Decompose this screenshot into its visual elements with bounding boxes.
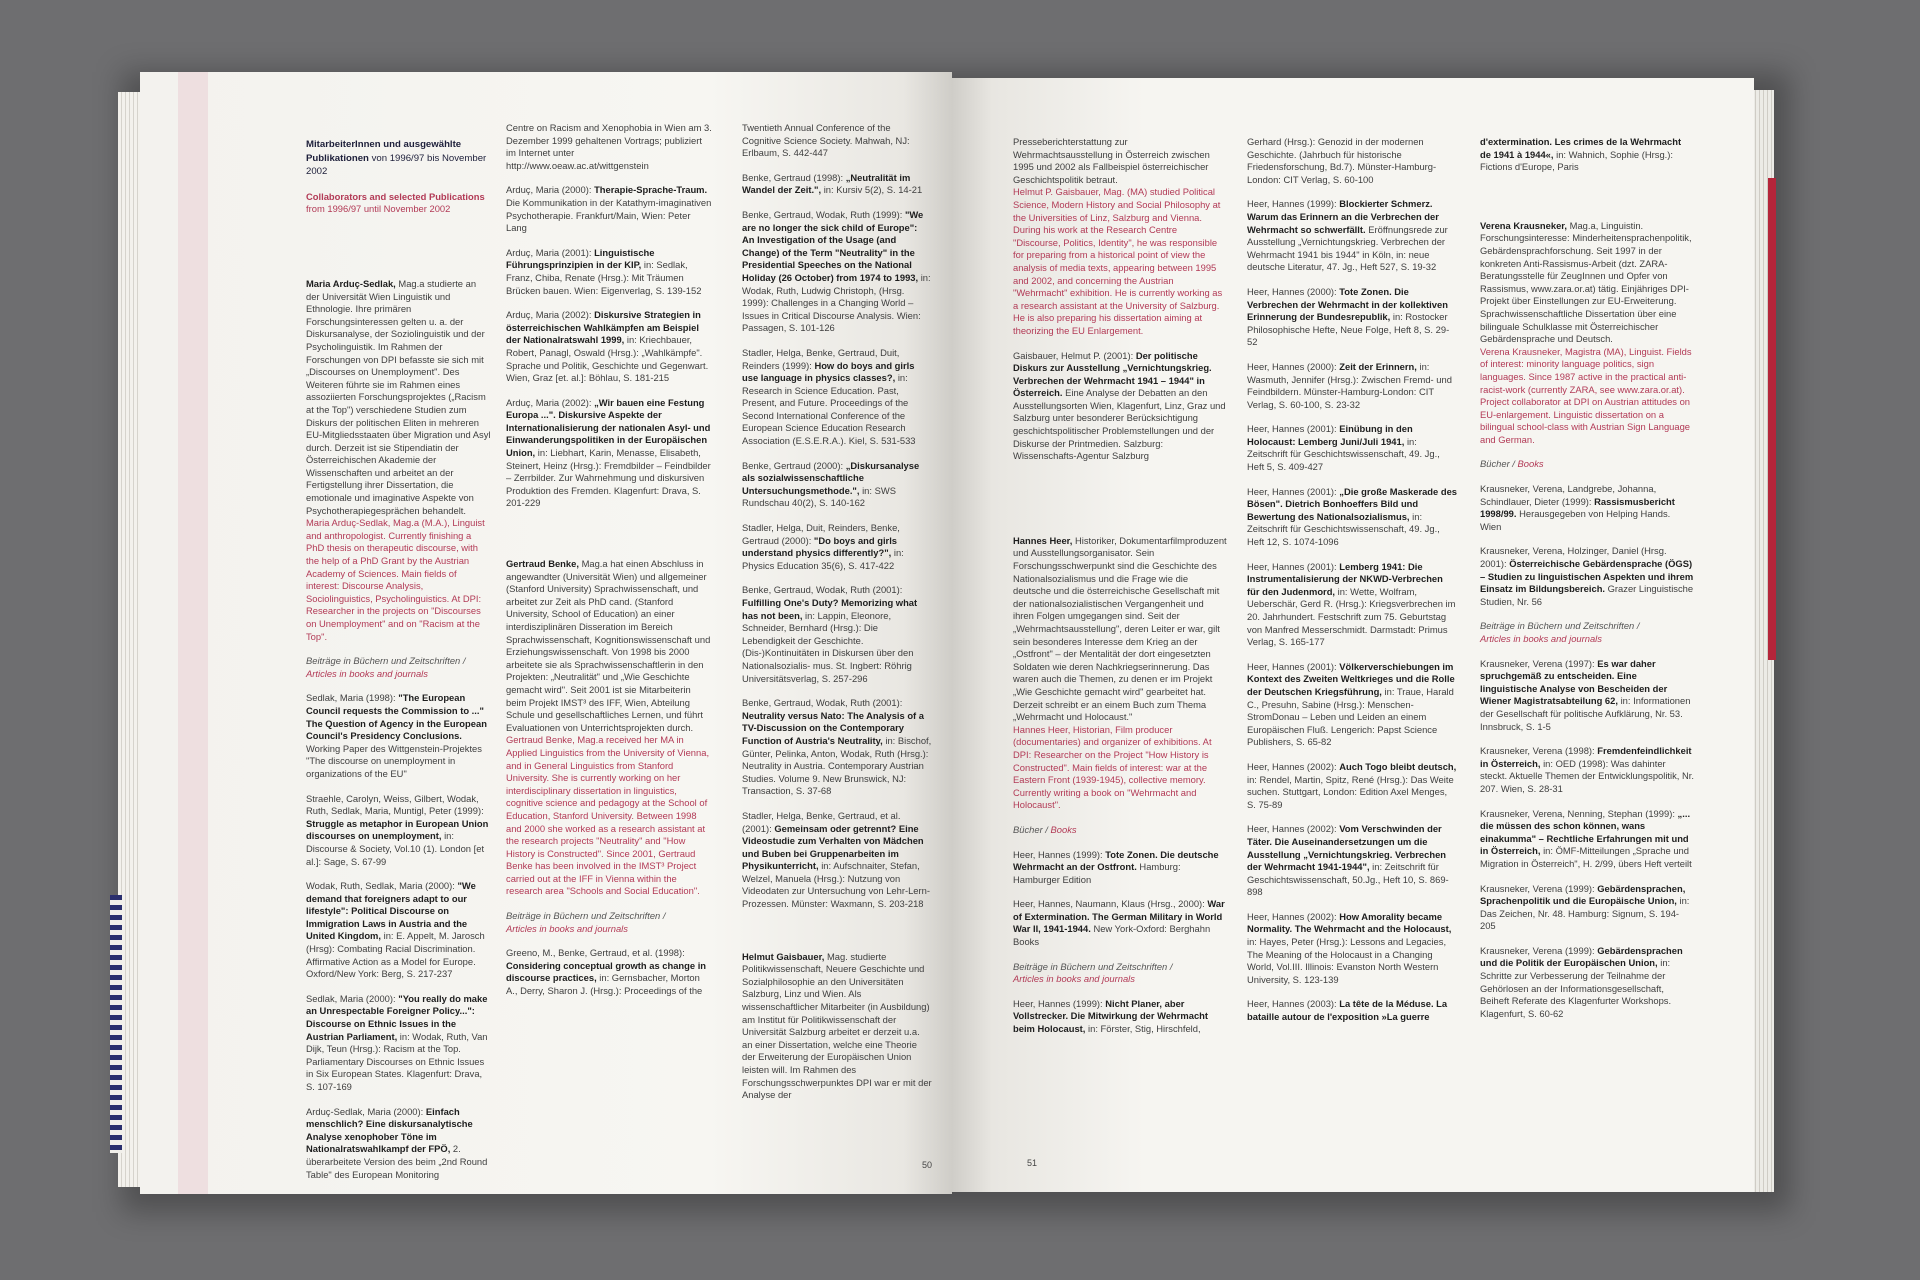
entry-title: Rassismusbericht 1998/99.	[1480, 495, 1675, 520]
list-item	[742, 810, 932, 911]
entry-title: Considering conceptual growth as change in discourse practices,	[506, 959, 707, 984]
list-item	[1247, 661, 1457, 749]
entry-source: in: Zeitschrift für Geschichtswissenschaft, 50.Jg., Heft 10, S. 869-898	[1247, 861, 1449, 898]
bio-continuation: Presseberichterstattung zur Wehrmachtsausstellung in Österreich zwischen 1995 und 2002 als Fallbeispiel österreichischer Geschichtspolitik betraut.	[1013, 136, 1210, 185]
bio-krausneker	[1480, 220, 1694, 447]
entry-source: in: E. Appelt, M. Jarosch (Hrsg): Combating Racial Discrimination. Affirmative Action as a Model for Europe. Oxford/New York: Berg, S. 217-237	[306, 930, 485, 980]
section-de: Bücher /	[1013, 823, 1048, 835]
entry-source: in: Schritte zur Verbesserung der Teilnahme der Gehörlosen an der Informationsgesellschaft, Beiheft Referate des Klagenfurter Workshops. Klagenfurt, S. 60-62	[1480, 957, 1672, 1019]
column-1	[306, 138, 492, 1193]
entry-author: Krausneker, Verena, Nenning, Stephan (1999):	[1480, 807, 1675, 819]
list-item	[742, 172, 932, 197]
entry-source: in: Aufschnaiter, Stefan, Welzel, Manuela (Hrsg.): Nutzung von Videodaten zur Untersuchung von Lehr-Lern-Prozessen. Münster: Waxmann, S. 203-218	[742, 860, 930, 910]
list-item	[1247, 286, 1457, 349]
entry-title: "You really do make an Unrespectable Foreigner Policy...": Discourse on Ethnic Issues in the Austrian Parliament,	[306, 992, 488, 1042]
entry-author: Heer, Hannes (1999):	[1013, 848, 1103, 860]
entry-source: in: Das Zeichen, Nr. 48. Hamburg: Signum, S. 194-205	[1480, 895, 1690, 932]
list-item	[306, 692, 492, 780]
entry-author: Arduç, Maria (2001):	[506, 246, 592, 258]
entry-source: Working Paper des Wittgenstein-Projektes "The discourse on unemployment in organizations of the EU"	[306, 742, 482, 779]
entry-source: in: Liebhart, Karin, Menasse, Elisabeth, Steinert, Heinz (Hrsg.): Fremdbilder – Feindbilder – Zerrbilder. Zur Wahrnehmung und diskursiven Produktion des Fremden. Klagenfurt: Drava, S. 201-229	[506, 447, 711, 509]
entry-author: Heer, Hannes (2001):	[1247, 423, 1337, 435]
bio-text: Mag.a, Linguistin. Forschungsinteresse: Minderheitensprachenpolitik, Gebärdensprachforschung. Seit 1997 in der konkreten Anti-Rassismus-Arbeit (dzt. ZARA-Beratungsstelle für ZeugInnen und Opfer von Rassismus, www.zara.or.at) tätig. Einjähriges DPI-Projekt über Einstellungen zur EU-Erweiterung. Sprachwissenschaftliche Dissertation über eine bilinguale Schulklasse mit Österreichischer Gebärdensprache und Deutsch.	[1480, 219, 1692, 345]
entry-author: Heer, Hannes (2002):	[1247, 823, 1337, 835]
entry-author: Arduç, Maria (2000):	[506, 184, 592, 196]
entry-source: in: Förster, Stig, Hirschfeld,	[1088, 1023, 1201, 1035]
bio-text-en: Verena Krausneker, Magistra (MA), Linguist. Fields of interest: minority language politics, sign languages. Since 1987 active in the practical anti-racist-work (currently ZARA, see www.zara.or.at). Project collaborator at DPI on Austrian attitudes on EU-enlargement. Linguistic dissertation on a bilingual school-class with Austrian Sign Language and German.	[1480, 345, 1692, 445]
entry-title: La tête de la Méduse. La bataille autour de l'exposition »La guerre	[1247, 998, 1448, 1023]
bio-text-en: Helmut P. Gaisbauer, Mag. (MA) studied Political Science, Modern History and Social Philosophy at the Universities of Linz, Salzburg and Vienna. During his work at the Research Centre "Discourse, Politics, Identity", he was responsible for preparing from a historical point of view the analysis of media texts, appearing between 1995 and 2002, and concerning the Austrian "Wehrmacht" exhibition. He is currently working as a research assistant at the University of Salzburg. He is also preparing his dissertation aiming at theorizing the EU Enlargement.	[1013, 186, 1223, 336]
entry-author: Stadler, Helga, Duit, Reinders, Benke, Gertraud (2000):	[742, 522, 900, 546]
list-item	[1480, 136, 1694, 174]
entry-author: Krausneker, Verena, Holzinger, Daniel (Hrsg. 2001):	[1480, 545, 1667, 570]
bio-name: Maria Arduç-Sedlak,	[306, 277, 396, 289]
entry-source: Hamburg: Hamburger Edition	[1013, 861, 1181, 885]
entry-title: Es war daher spruchgemäß zu entscheiden. Eine linguistische Analyse von Bescheiden der Wiener Magistratsabteilung 62,	[1480, 657, 1668, 707]
entry-author: Heer, Hannes (2003):	[1247, 998, 1337, 1010]
list-item	[1247, 136, 1457, 186]
section-en: Books	[1517, 458, 1544, 470]
entry-source: Herausgegeben von Helping Hands. Wien	[1480, 508, 1671, 532]
entry-source: in: Discourse & Society, Vol.10 (1). London [et al.]: Sage, S. 67-99	[306, 830, 485, 867]
entry-source: in: Informationen der Gesellschaft für politische Aufklärung, Nr. 53. Innsbruck, S. 1-5	[1480, 695, 1691, 732]
entry-source: in: Sedlak, Franz, Chiba, Renate (Hrsg.): Mit Träumen Brücken bauen. Wien: Eigenverlag, S. 139-152	[506, 259, 702, 296]
entry-title: Nicht Planer, aber Vollstrecker. Die Mitwirkung der Wehrmacht beim Holocaust,	[1013, 997, 1209, 1035]
entry-title: „Diskursanalyse als sozialwissenschaftliche Untersuchungsmethode.",	[742, 459, 920, 496]
entry-author: Wodak, Ruth, Sedlak, Maria (2000):	[306, 880, 455, 892]
entry-title: Einfach menschlich? Eine diskursanalytische Analyse xenophober Töne im Nationalratswahlkampf der FPÖ,	[306, 1105, 473, 1155]
bio-heer	[1013, 535, 1227, 812]
entry-author: Benke, Gertraud, Wodak, Ruth (1999):	[742, 208, 903, 220]
list-item	[1247, 761, 1457, 811]
entry-author: Heer, Hannes (2001):	[1247, 485, 1337, 497]
entry-continuation: Centre on Racism and Xenophobia in Wien am 3. Dezember 1999 gehaltenen Vortrags; publiziert im Internet unter http://www.oeaw.ac.at/wittgenstein	[506, 122, 712, 171]
entry-title: Fremdenfeindlichkeit in Österreich,	[1480, 745, 1692, 769]
entry-title: Zeit der Erinnern,	[1339, 360, 1417, 372]
entry-author: Sedlak, Maria (1998):	[306, 692, 396, 704]
entry-source: in: Kriechbauer, Robert, Panagl, Oswald (Hrsg.): „Wahlkämpfe". Sprache und Politik, Geschichte und Gegenwart. Wien, Graz [et. al.]: Böhlau, S. 181-215	[506, 334, 709, 384]
list-item	[1480, 545, 1694, 608]
bio-text-en: Maria Arduç-Sedlak, Mag.a (M.A.), Linguist and anthropologist. Currently finishing a PhD thesis on therapeutic discourse, with the help of a PhD Grant by the Austrian Academy of Sciences. Main fields of interest: Discourse Analysis, Sociolinguistics, Psycholinguistics. At DPI: Researcher in the projects on "Discourses on Unemployment" and on "Racism at the Top".	[306, 517, 485, 642]
entry-source: in: Bischof, Günter, Pelinka, Anton, Wodak, Ruth (Hrsg.): Neutrality in Austria. Contemporary Austrian Studies. Volume 9. New Brunswick, NJ: Transaction, S. 37-68	[742, 734, 932, 797]
entry-author: Arduç-Sedlak, Maria (2000):	[306, 1105, 424, 1117]
bio-name: Verena Krausneker,	[1480, 219, 1568, 231]
list-item	[742, 122, 932, 160]
entry-source: in: Hayes, Peter (Hrsg.): Lessons and Legacies, The Meaning of the Holocaust in a Changing World, Vol.III. Illinois: Evanston North Western University, S. 123-139	[1247, 936, 1447, 985]
entry-title: Lemberg 1941: Die Instrumentalisierung der NKWD-Verbrechen für den Judenmord,	[1247, 560, 1443, 597]
bio-name: Helmut Gaisbauer,	[742, 950, 825, 962]
entry-source: in: OED (1998): Was dahinter steckt. Aktuelle Themen der Entwicklungspolitik, Nr. 207. Wien, S. 28-31	[1480, 757, 1694, 794]
red-page-tab	[1768, 178, 1776, 660]
heading-de-rest: von 1996/97 bis November 2002	[306, 152, 487, 178]
list-item	[1480, 745, 1694, 795]
section-de: Beiträge in Büchern und Zeitschriften /	[1013, 960, 1173, 972]
section-en: Articles in books and journals	[506, 922, 628, 934]
entry-title: Österreichische Gebärdensprache (ÖGS) – Studien zu linguistischen Aspekten und ihrem Einsatz im Bildungsbereich.	[1480, 558, 1694, 595]
entry-source: in: Lappin, Eleonore, Schneider, Bernhard (Hrsg.): Die Lebendigkeit der Geschichte. (Dis-)Kontinuitäten in Diskursen über den Nationalsozialis- mus. St. Ingbert: Röhrig Universitätsverlag, S. 257-296	[742, 609, 914, 684]
entry-author: Heer, Hannes (2001):	[1247, 560, 1337, 572]
entry-source: in: Zeitschrift für Geschichtswissenschaft, 49. Jg., Heft 5, S. 409-427	[1247, 435, 1440, 473]
entry-title: War of Extermination. The German Military in World War II, 1941-1944.	[1013, 898, 1225, 935]
entry-author: Benke, Gertraud (2000):	[742, 459, 844, 471]
list-item	[306, 793, 492, 869]
entry-source: in: Wahnich, Sophie (Hrsg.): Fictions d'Europe, Paris	[1480, 148, 1673, 173]
list-item	[506, 309, 712, 385]
list-item	[306, 880, 492, 981]
entry-source: Grazer Linguistische Studien, Nr. 56	[1480, 583, 1694, 607]
list-item	[1013, 849, 1227, 887]
bio-name: Hannes Heer,	[1013, 534, 1073, 546]
heading-en-bold: Collaborators and selected Publications	[306, 190, 485, 202]
entry-author: Heer, Hannes (2000):	[1247, 285, 1337, 297]
list-item	[742, 522, 932, 572]
entry-source: in: SWS Rundschau 40(2), S. 140-162	[742, 484, 896, 509]
entry-title: Therapie-Sprache-Traum.	[594, 184, 708, 196]
entry-title: Tote Zonen. Die deutsche Wehrmacht an der Ostfront.	[1013, 848, 1219, 873]
entry-author: Krausneker, Verena (1997):	[1480, 657, 1595, 669]
entry-source: in: Gernsbacher, Morton A., Derry, Sharon J. (Hrsg.): Proceedings of the	[506, 972, 703, 997]
entry-title: Völkerverschiebungen im Kontext des Zweiten Weltkrieges und die Rolle der Deutschen Kriegsführung,	[1247, 660, 1455, 697]
entry-title: d'extermination. Les crimes de la Wehrmacht de 1941 à 1944«,	[1480, 136, 1682, 160]
list-item	[1247, 911, 1457, 987]
entry-source: in: Rostocker Philosophische Hefte, Neue Folge, Heft 8, S. 29-52	[1247, 311, 1450, 348]
section-en: Articles in books and journals	[1480, 633, 1602, 644]
entry-title: Gemeinsam oder getrennt? Eine Videostudie zum Verhalten von Mädchen und Buben bei Gruppenarbeiten im Physikunterricht,	[742, 822, 924, 872]
entry-title: Gebärdensprachen, Sprachenpolitik und die Europäische Union,	[1480, 882, 1686, 907]
list-item	[1480, 883, 1694, 933]
section-en: Articles in books and journals	[1013, 973, 1135, 985]
list-item	[506, 947, 712, 997]
entry-title: Einübung in den Holocaust: Lemberg Juni/Juli 1941,	[1247, 423, 1413, 447]
entry-title: "Do boys and girls understand physics differently?",	[742, 534, 898, 559]
entry-title: How Amorality became Normality. The Wehrmacht and the Holocaust,	[1247, 910, 1452, 935]
section-en: Articles in books and journals	[306, 667, 428, 679]
section-de: Beiträge in Büchern und Zeitschriften /	[1480, 620, 1640, 632]
entry-author: Straehle, Carolyn, Weiss, Gilbert, Wodak, Ruth, Sedlak, Maria, Muntigl, Peter (1999):	[306, 792, 484, 817]
entry-title: Linguistische Führungsprinzipien in der KIP,	[506, 246, 655, 271]
bio-benke	[506, 558, 712, 898]
entry-author: Stadler, Helga, Benke, Gertraud, Duit, Reinders (1999):	[742, 346, 900, 371]
striped-tab	[110, 895, 122, 1153]
list-item	[1247, 486, 1457, 549]
entry-source: in: Rendel, Martin, Spitz, René (Hrsg.): Das Weite suchen. Stuttgart, London: Edition Axel Menges, S. 75-89	[1247, 773, 1454, 810]
column-4	[1013, 136, 1227, 1048]
entry-source: in: ÖMF-Mitteilungen „Sprache und Migration in Österreich", H. 2/99, übers Heft verteilt	[1480, 845, 1692, 869]
entry-author: Benke, Gertraud, Wodak, Ruth (2001):	[742, 697, 903, 709]
page-number-left: 50	[922, 1160, 933, 1170]
section-label	[1480, 620, 1694, 645]
section-label	[1013, 824, 1227, 837]
list-item	[1013, 350, 1227, 463]
entry-source: in: Kursiv 5(2), S. 14-21	[823, 184, 923, 196]
list-item	[742, 460, 932, 510]
entry-author: Heer, Hannes (2001):	[1247, 660, 1337, 672]
column-3	[742, 122, 932, 1114]
list-item	[506, 122, 712, 172]
entry-author: Benke, Gertraud, Wodak, Ruth (2001):	[742, 584, 903, 596]
list-item	[506, 247, 712, 297]
entry-title: "We are no longer the sick child of Europe": An Investigation of the Usage (and Change) of the Term "Neutrality" in the Presidential Speeches on the National Holiday (26 October) from 1974 to 1993,	[742, 208, 924, 283]
entry-title: "We demand that foreigners adapt to our lifestyle": Political Discourse on Immigration Laws in Austria and the United Kingdom,	[306, 880, 476, 942]
entry-title: Auch Togo bleibt deutsch,	[1339, 760, 1457, 772]
entry-author: Heer, Hannes (2002):	[1247, 910, 1337, 922]
entry-title: Struggle as metaphor in European Union discourses on unemployment,	[306, 817, 489, 842]
list-item	[506, 397, 712, 510]
entry-source: Die Kommunikation in der Katathym-imaginativen Psychotherapie. Frankfurt/Main, Wien: Peter Lang	[506, 196, 712, 234]
list-item	[306, 1106, 492, 1182]
entry-source: in: Physics Education 35(6), S. 417-422	[742, 547, 904, 571]
entry-source: in: Traue, Harald C., Presuhn, Sabine (Hrsg.): Menschen-StromDonau – Leben und Leiden an einem Europäischen Fluß. Lengerich: Papst Science Publishers, S. 65-82	[1247, 685, 1454, 748]
entry-source: in: Wodak, Ruth, Van Dijk, Teun (Hrsg.): Racism at the Top. Parliamentary Discourses on Ethnic Issues in Six European States. Klagenfurt: Drava, S. 107-169	[306, 1030, 488, 1092]
list-item	[1013, 136, 1227, 338]
list-item	[1247, 823, 1457, 899]
list-item	[742, 347, 932, 448]
list-item	[1247, 361, 1457, 411]
entry-title: „Neutralität im Wandel der Zeit.",	[742, 171, 911, 196]
entry-author: Benke, Gertraud (1998):	[742, 171, 844, 183]
entry-author: Krausneker, Verena (1998):	[1480, 745, 1595, 757]
section-label	[506, 910, 712, 935]
entry-source: in: Wodak, Ruth, Ludwig Christoph, (Hrsg. 1999): Challenges in a Changing World – Issues in Critical Discourse Analysis. Wien: Passagen, S. 101-126	[742, 271, 931, 334]
entry-title: Diskursive Strategien in österreichischen Wahlkämpfen am Beispiel der Nationalratswahl 1999,	[506, 309, 701, 346]
list-item	[1247, 561, 1457, 649]
list-item	[742, 584, 932, 685]
entry-author: Krausneker, Verena (1999):	[1480, 944, 1595, 956]
bio-gaisbauer	[742, 951, 932, 1102]
entry-author: Heer, Hannes (1999):	[1247, 198, 1337, 210]
bio-text: Historiker, Dokumentarfilmproduzent und Ausstellungsorganisator. Sein Forschungsschwerpunkt sind die Geschichte des Nationalsozialismus und die Frage wie die deutsche und die österreichische Gesellschaft mit der nationalsozialistischen Vergangenheit und ihren Folgen umgegangen sind. Seit der „Wehrmachtsausstellung", deren Leiter er war, gilt sein besonderes Interesse dem Krieg an der „Ostfront" – der Mentalität der dort eingesetzten Soldaten wie deren Nachkriegserinnerung. Das waren auch die Themen, zu denen er im Projekt „Wie Geschichte gemacht wird" gearbeitet hat. Derzeit schreibt er an einem Buch zum Thema „Wehrmacht und Holocaust."	[1013, 534, 1227, 723]
section-label	[1013, 961, 1227, 986]
entry-source: Eine Analyse der Debatten an den Ausstellungsorten Wien, Klagenfurt, Linz, Graz und Salzburg unter besonderer Berücksichtigung geschichtspolitischer Problemstellungen und der Diskurse der Printmedien. Salzburg: Wissenschafts-Agentur Salzburg	[1013, 387, 1226, 462]
entry-title: Neutrality versus Nato: The Analysis of a TV-Discussion on the Contemporary Function of Austria's Neutrality,	[742, 709, 924, 746]
section-de: Beiträge in Büchern und Zeitschriften /	[306, 655, 466, 667]
list-item	[1247, 423, 1457, 473]
entry-title: Vom Verschwinden der Täter. Die Auseinandersetzungen um die Ausstellung „Vernichtungskrieg. Verbrechen der Wehrmacht 1941-1944",	[1247, 823, 1447, 873]
page-heading-en	[306, 191, 492, 216]
entry-author: Krausneker, Verena (1999):	[1480, 882, 1595, 894]
section-label	[1480, 458, 1694, 471]
bio-text-en: Gertraud Benke, Mag.a received her MA in Applied Linguistics from the University of Vienna, and in General Linguistics from Stanford University. She is currently working on her interdisciplinary dissertation in linguistics, cognitive science and pedagogy at the School of Education, Stanford University. Between 1998 and 2000 she worked as a research assistant at the research projects "Neutrality" and "How History is Constructed". Since 2001, Gertraud Benke has been involved in the IMST³ Project carried out at the IFF in Vienna within the research area "Schools and Social Education".	[506, 734, 710, 897]
entry-title: Blockierter Schmerz. Warum das Erinnern an die Verbrechen der Wehrmacht so schwerfällt.	[1247, 198, 1439, 235]
entry-author: Arduç, Maria (2002):	[506, 396, 592, 408]
heading-de-bold: MitarbeiterInnen und ausgewählte Publikationen	[306, 139, 462, 164]
entry-title: Tote Zonen. Die Verbrechen der Wehrmacht in der kollektiven Erinnerung der Bundesrepublik,	[1247, 285, 1448, 323]
entry-title: How do boys and girls use language in physics classes?,	[742, 359, 915, 384]
bio-name: Gertraud Benke,	[506, 558, 579, 570]
entry-author: Heer, Hannes, Naumann, Klaus (Hrsg., 2000):	[1013, 898, 1205, 910]
entry-author: Heer, Hannes (2002):	[1247, 760, 1337, 772]
entry-author: Heer, Hannes (2000):	[1247, 360, 1337, 372]
list-item	[1480, 945, 1694, 1021]
bio-text-en: Hannes Heer, Historian, Film producer (documentaries) and organizer of exhibitions. At DPI: Researcher on the Project "How History is Constructed". Main fields of interest: war at the Eastern Front (1939-1945), collective memory. Currently writing a book on "Wehrmacht and Holocaust".	[1013, 723, 1212, 811]
column-2	[506, 122, 712, 1010]
entry-source: New York-Oxford: Berghahn Books	[1013, 923, 1211, 948]
entry-title: Fulfilling One's Duty? Memorizing what has not been,	[742, 597, 918, 621]
column-6	[1480, 136, 1694, 1032]
bio-text: Mag.a studierte an der Universität Wien Linguistik und Ethnologie. Ihre primären Forschungsinteressen gelten u. a. der Diskursanalyse, der Soziolinguistik und der Psycholinguistik. Im Rahmen der Forschungen von DPI befasste sie sich mit „Discourses on Unemployment". Des Weiteren führte sie im Rahmen eines assoziierten Forschungsprojektes („Racism at the Top") verschiedene Studien zum Diskurs der politischen Eliten in mehreren EU-Mitgliedsstaaten über Migration und Asyl durch. Derzeit ist sie Stipendiatin der Österreichischen Akademie der Wissenschaften und arbeitet an der Fertigstellung ihrer Dissertation, die emotionale und imaginative Aspekte von Psychotherapiegesprächen behandelt.	[306, 277, 491, 516]
list-item	[1013, 898, 1227, 948]
heading-en-rest: from 1996/97 until November 2002	[306, 203, 451, 215]
list-item	[742, 209, 932, 335]
entry-source: in: Wasmuth, Jennifer (Hrsg.): Zwischen Fremd- und Feindbildern. Münster-Hamburg-London: CIT Verlag, S. 60-100, S. 23-32	[1247, 360, 1452, 410]
entry-author: Gaisbauer, Helmut P. (2001):	[1013, 349, 1134, 361]
entry-author: Greeno, M., Benke, Gertraud, et al. (1998):	[506, 947, 685, 959]
entry-source: in: Zeitschrift für Geschichtswissenschaft, 49. Jg., Heft 12, S. 1074-1096	[1247, 510, 1440, 548]
entry-title: „Wir bauen eine Festung Europa ...". Diskursive Aspekte der Internationalisierung der nationalen Asyl- und Einwanderungspolitiken in der Europäischen Union,	[506, 396, 711, 459]
list-item	[1480, 658, 1694, 734]
bio-arduc	[306, 278, 492, 643]
entry-source: Eröffnungsrede zur Ausstellung „Vernichtungskrieg. Verbrechen der Wehrmacht 1941 bis 1944" in Köln, in: neue deutsche Literatur, 47. Jg., Heft 527, S. 19-32	[1247, 223, 1448, 273]
list-item	[1480, 483, 1694, 533]
entry-author: Arduç, Maria (2002):	[506, 309, 592, 321]
column-5	[1247, 136, 1457, 1036]
entry-title: "The European Council requests the Commission to ..." The Question of Agency in the European Council's Presidency Conclusions.	[306, 692, 487, 742]
entry-author: Heer, Hannes (1999):	[1013, 997, 1103, 1009]
section-en: Books	[1050, 823, 1077, 835]
entry-author: Sedlak, Maria (2000):	[306, 992, 396, 1004]
list-item	[1480, 808, 1694, 871]
list-item	[506, 184, 712, 234]
page-heading	[306, 138, 492, 179]
entry-title: „Die große Maskerade des Bösen". Dietrich Bonhoeffers Bild und Bewertung des Nationalsozialismus,	[1247, 485, 1458, 522]
entry-source: 2. überarbeitete Version des beim „2nd Round Table" des European Monitoring	[306, 1143, 488, 1180]
section-de: Beiträge in Büchern und Zeitschriften /	[506, 910, 666, 922]
bio-text: Mag. studierte Politikwissenschaft, Neuere Geschichte und Sozialphilosophie an den Universitäten Salzburg, Linz und Wien. Als wissenschaftlicher Mitarbeiter (in Ausbildung) am Institut für Politikwissenschaft der Universität Salzburg arbeitet er derzeit u.a. an einer Dissertation, welche eine Theorie der Erweiterung der Europäischen Union leisten will. Im Rahmen des Forschungsschwerpunktes DPI war er mit der Analyse der	[742, 950, 932, 1101]
entry-continuation: Gerhard (Hrsg.): Genozid in der modernen Geschichte. (Jahrbuch für historische Friedensforschung, Bd.7). Münster-Hamburg-London: CIT Verlag, S. 60-100	[1247, 136, 1437, 185]
list-item	[742, 697, 932, 798]
list-item	[1247, 198, 1457, 274]
entry-author: Stadler, Helga, Benke, Gertraud, et al. (2001):	[742, 809, 901, 834]
section-label	[306, 655, 492, 680]
entry-source: in: Wette, Wolfram, Ueberschär, Gerd R. (Hrsg.): Kriegsverbrechen im 20. Jahrhundert. Festschrift zum 75. Geburtstag von Manfred Messerschmidt. Darmstadt: Primus Verlag, S. 165-177	[1247, 585, 1456, 648]
entry-title: „... die müssen des schon können, wans einakumma" – Rechtliche Erfahrungen mit und in Österreich,	[1480, 807, 1691, 857]
entry-source: in: Research in Science Education. Past, Present, and Future. Proceedings of the Second International Conference of the European Science Education Research Association (E.S.E.R.A.). Kiel, S. 531-533	[742, 372, 916, 447]
bio-text: Mag.a hat einen Abschluss in angewandter (Universität Wien) und allgemeiner (Stanford University) Sprachwissenschaft, und arbeitet zur Zeit als PhD cand. (Stanford University, School of Education) an einer interdisziplinären Disseration im Bereich Sprachwissenschaft, Kognitionswissenschaft und Erziehungswissenschaft. Von 1998 bis 2000 arbeitete sie als Sprachwissenschaftlerin in den Projekten: „Neutralität" und „Wie Geschichte gemacht wird". Seit 2001 ist sie Mitarbeiterin beim Projekt IMST³ des IFF, Wien, Abteilung Schule und gesellschaftliches Lernen, und führt Evaluationen von Unterrichtsprojekten durch.	[506, 558, 711, 733]
entry-author: Krausneker, Verena, Landgrebe, Johanna, Schindlauer, Dieter (1999):	[1480, 483, 1657, 507]
entry-title: Der politische Diskurs zur Ausstellung „Vernichtungskrieg. Verbrechen der Wehrmacht 1941 – 1944" in Österreich.	[1013, 349, 1212, 399]
list-item	[1247, 998, 1457, 1023]
section-de: Bücher /	[1480, 458, 1515, 470]
pink-margin-band	[178, 72, 208, 1194]
list-item	[1013, 998, 1227, 1036]
page-number-right: 51	[1027, 1158, 1038, 1168]
list-item	[306, 993, 492, 1094]
entry-title: Gebärdensprachen und die Politik der Europäischen Union,	[1480, 944, 1683, 969]
entry-continuation: Twentieth Annual Conference of the Cognitive Science Society. Mahwah, NJ: Erlbaum, S. 442-447	[742, 122, 910, 159]
